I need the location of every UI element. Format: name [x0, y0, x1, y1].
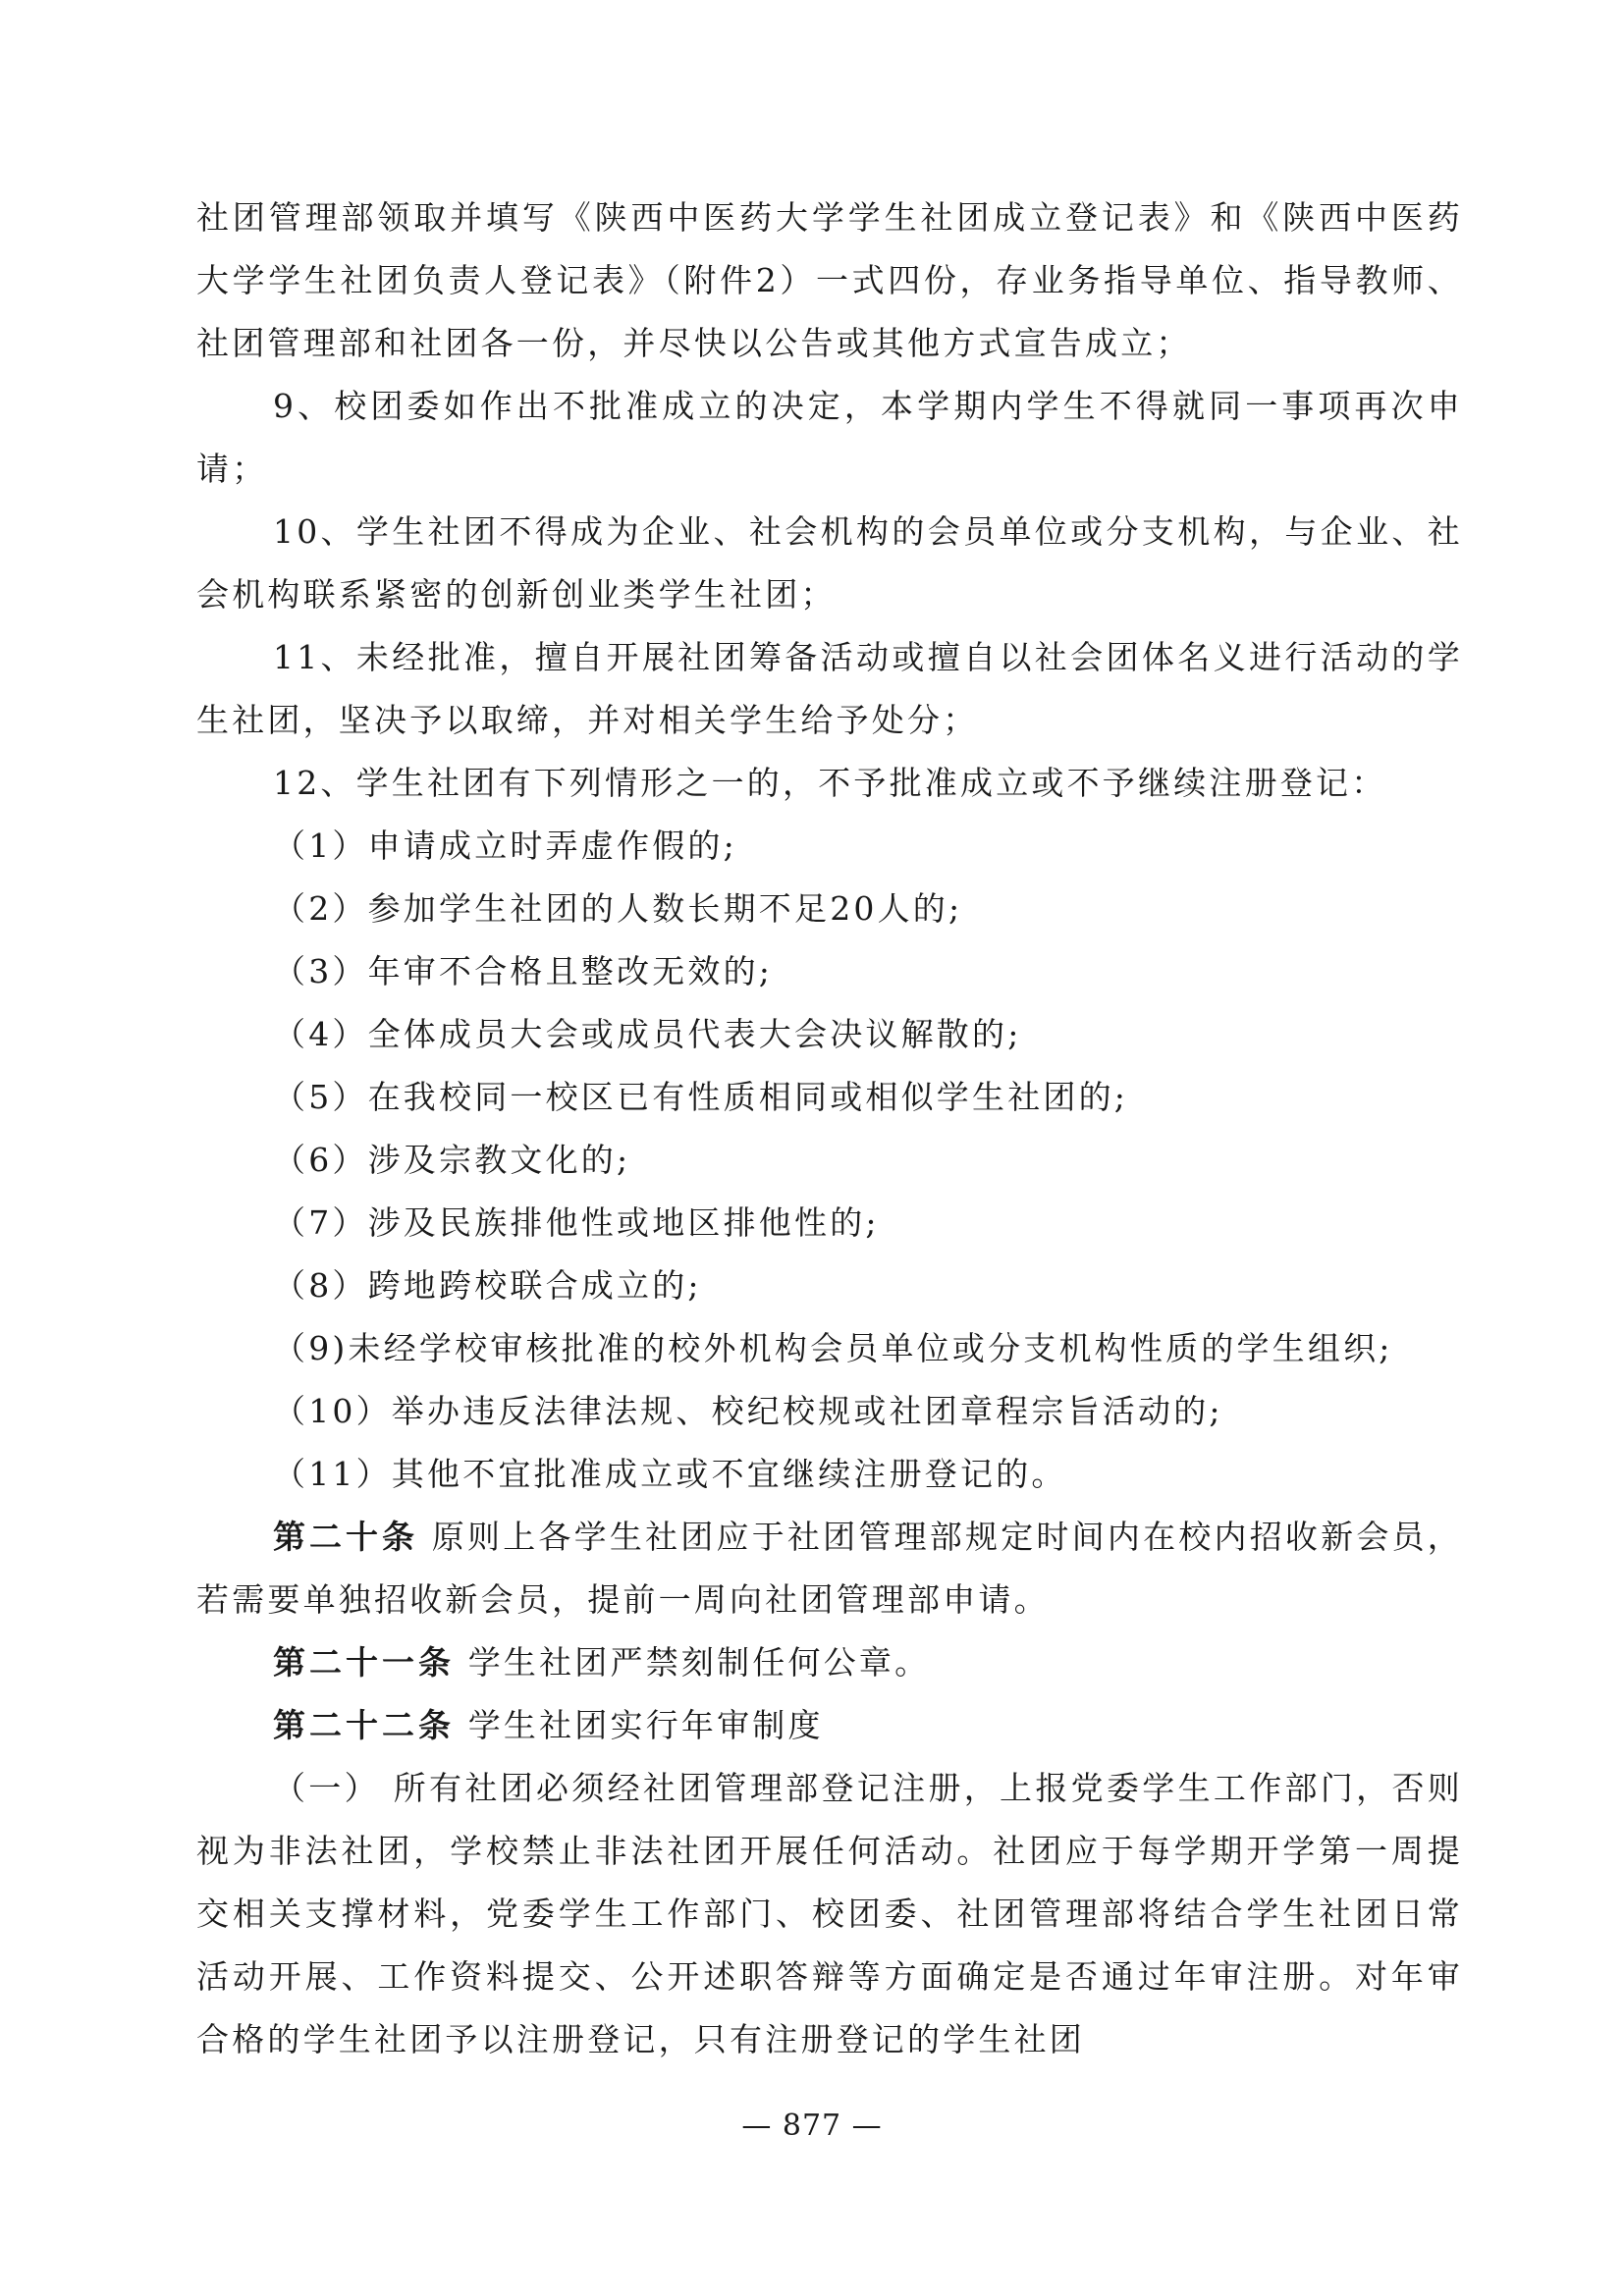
paragraph-item-11: 11、未经批准，擅自开展社团筹备活动或擅自以社会团体名义进行活动的学生社团，坚决予以取缔，并对相关学生给予处分； — [196, 638, 1463, 739]
list-item: （1）申请成立时弄虚作假的; — [273, 827, 737, 865]
list-item: （4）全体成员大会或成员代表大会决议解散的; — [273, 1015, 1022, 1053]
article-21 — [196, 1631, 1463, 1694]
paragraph-item-12: 12、学生社团有下列情形之一的，不予批准成立或不予继续注册登记： — [273, 764, 1387, 802]
list-item: （6）涉及宗教文化的; — [273, 1141, 631, 1179]
list-item: （11）其他不宜批准成立或不宜继续注册登记的。 — [273, 1455, 1067, 1493]
article-21-text: 学生社团严禁刻制任何公章。 — [467, 1643, 931, 1682]
list-item: （9)未经学校审核批准的校外机构会员单位或分支机构性质的学生组织; — [273, 1329, 1393, 1367]
document-body — [196, 187, 1463, 2071]
list-item: （8）跨地跨校联合成立的; — [273, 1266, 702, 1305]
article-22-heading: 第二十二条 — [273, 1706, 455, 1744]
article-22 — [196, 1694, 1463, 1757]
list-item: （7）涉及民族排他性或地区排他性的; — [273, 1203, 880, 1242]
article-20-heading: 第二十条 — [273, 1518, 419, 1556]
article-21-heading: 第二十一条 — [273, 1643, 455, 1682]
page-number: — 877 — — [741, 2109, 883, 2143]
article-22-subsection-1: （一） 所有社团必须经社团管理部登记注册，上报党委学生工作部门，否则视为非法社团，学校禁止非法社团开展任何活动。社团应于每学期开学第一周提交相关支撑材料，党委学生工作部门、校团委、社团管理部将结合学生社团日常活动开展、工作资料提交、公开述职答辩等方面确定是否通过年审注册。对年审合格的学生社团予以注册登记，只有注册登记的学生社团 — [196, 1769, 1463, 2058]
article-20-text: 原则上各学生社团应于社团管理部规定时间内在校内招收新会员，若需要单独招收新会员，提前一周向社团管理部申请。 — [196, 1518, 1463, 1619]
paragraph-item-9: 9、校团委如作出不批准成立的决定，本学期内学生不得就同一事项再次申请； — [196, 387, 1463, 488]
list-item: （3）年审不合格且整改无效的; — [273, 952, 774, 990]
list-item: （5）在我校同一校区已有性质相同或相似学生社团的; — [273, 1078, 1129, 1116]
list-item: （10）举办违反法律法规、校纪校规或社团章程宗旨活动的; — [273, 1392, 1223, 1430]
list-item: （2）参加学生社团的人数长期不足20人的; — [273, 889, 963, 928]
paragraph-item-10: 10、学生社团不得成为企业、社会机构的会员单位或分支机构，与企业、社会机构联系紧密的创新创业类学生社团； — [196, 512, 1463, 614]
article-20 — [196, 1506, 1463, 1631]
article-22-text: 学生社团实行年审制度 — [467, 1706, 824, 1744]
paragraph-continuation: 社团管理部领取并填写《陕西中医药大学学生社团成立登记表》和《陕西中医药大学学生社团负责人登记表》（附件2）一式四份，存业务指导单位、指导教师、社团管理部和社团各一份，并尽快以公告或其他方式宣告成立； — [196, 198, 1463, 362]
